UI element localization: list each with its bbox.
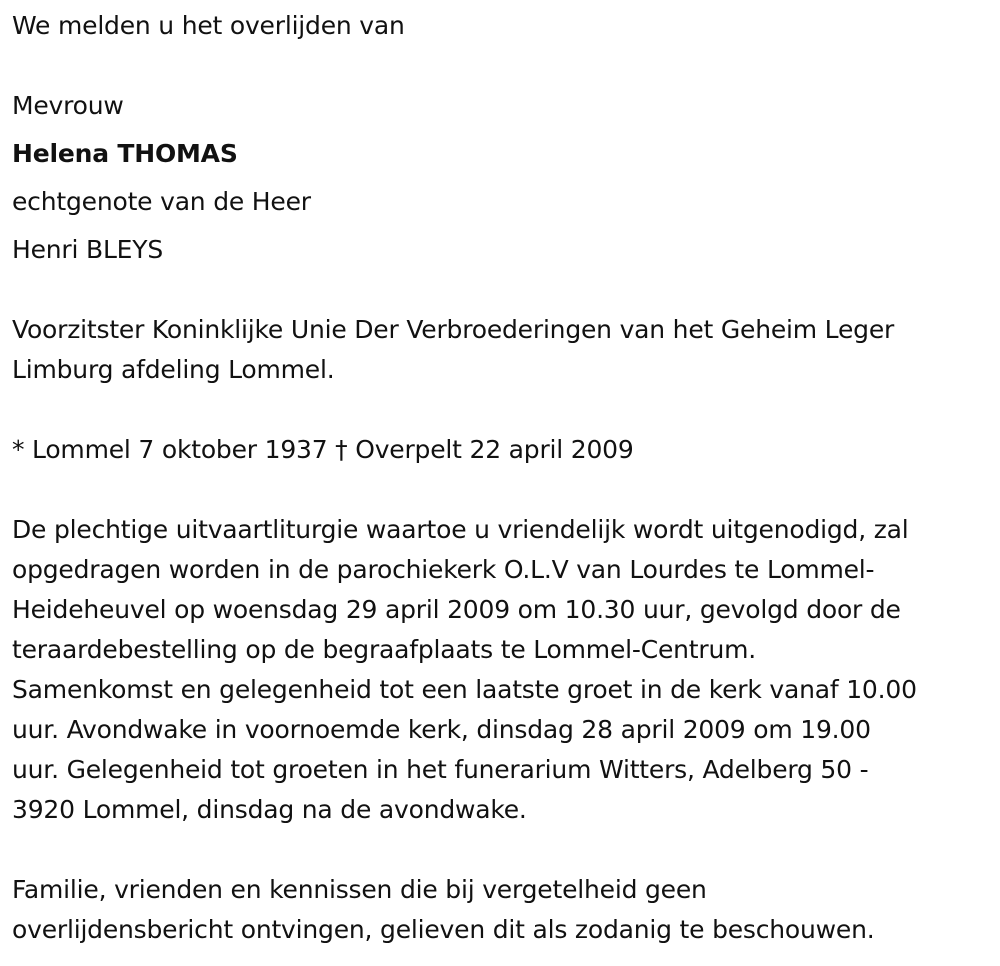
spouse-name: Henri BLEYS — [12, 235, 164, 264]
ceremony-line: opgedragen worden in de parochiekerk O.L.V van Lourdes te Lommel- — [12, 555, 875, 584]
ceremony-line: Heideheuvel op woensdag 29 april 2009 om 10.30 uur, gevolgd door de — [12, 595, 901, 624]
role-paragraph — [12, 310, 1000, 390]
ceremony-line: teraardebestelling op de begraafplaats te Lommel-Centrum. — [12, 635, 756, 664]
closing-line: overlijdensbericht ontvingen, gelieven dit als zodanig te beschouwen. — [12, 915, 875, 944]
deceased-name: Helena THOMAS — [12, 139, 238, 168]
salutation: Mevrouw — [12, 91, 124, 120]
intro-text: We melden u het overlijden van — [12, 11, 405, 40]
ceremony-line: uur. Avondwake in voornoemde kerk, dinsdag 28 april 2009 om 19.00 — [12, 715, 871, 744]
ceremony-line: uur. Gelegenheid tot groeten in het funerarium Witters, Adelberg 50 - — [12, 755, 869, 784]
spouse-relation: echtgenote van de Heer — [12, 187, 311, 216]
closing-paragraph — [12, 870, 1000, 950]
ceremony-line: De plechtige uitvaartliturgie waartoe u vriendelijk wordt uitgenodigd, zal — [12, 515, 909, 544]
ceremony-line: Samenkomst en gelegenheid tot een laatste groet in de kerk vanaf 10.00 — [12, 675, 917, 704]
ceremony-paragraph — [12, 510, 1000, 830]
ceremony-line: 3920 Lommel, dinsdag na de avondwake. — [12, 795, 527, 824]
closing-line: Familie, vrienden en kennissen die bij vergetelheid geen — [12, 875, 707, 904]
role-line: Limburg afdeling Lommel. — [12, 355, 335, 384]
role-line: Voorzitster Koninklijke Unie Der Verbroederingen van het Geheim Leger — [12, 315, 895, 344]
life-dates: * Lommel 7 oktober 1937 † Overpelt 22 april 2009 — [12, 435, 634, 464]
